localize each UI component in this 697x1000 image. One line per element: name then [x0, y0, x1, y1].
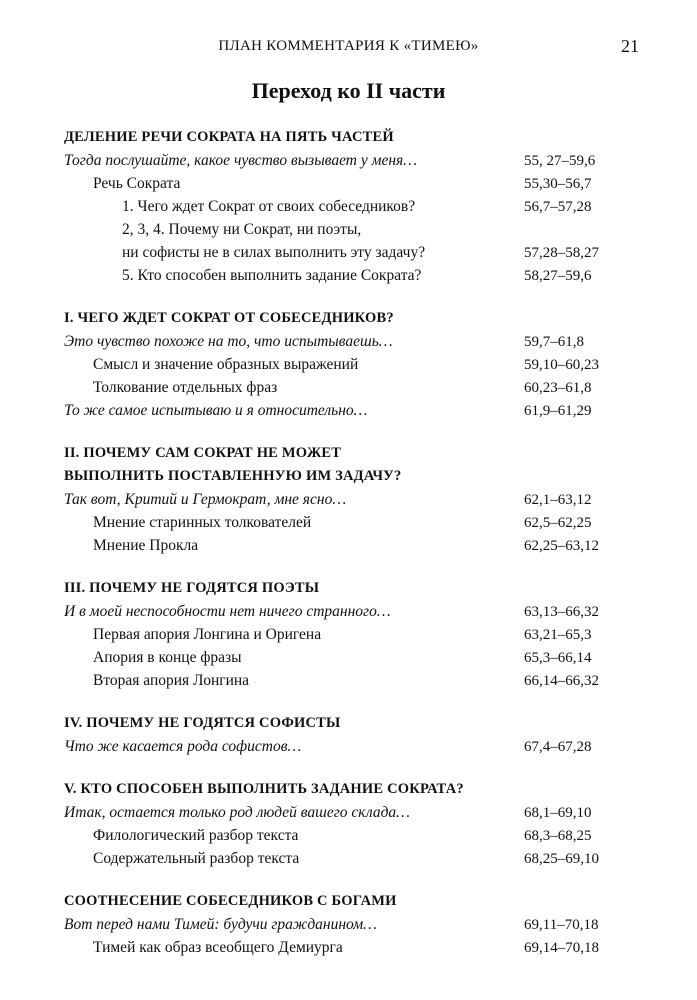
toc-entry-reference: 69,11–70,18 — [524, 917, 599, 933]
toc-entry-text: II. ПОЧЕМУ САМ СОКРАТ НЕ МОЖЕТ — [64, 445, 342, 461]
toc-entry-reference: 59,10–60,23 — [524, 357, 599, 373]
toc-entry-text: 2, 3, 4. Почему ни Сократ, ни поэты, — [122, 221, 362, 238]
toc-section-heading — [64, 126, 624, 149]
toc-group — [64, 712, 624, 758]
toc-entry-reference: 66,14–66,32 — [524, 673, 599, 689]
toc-entry-reference: 68,3–68,25 — [524, 828, 592, 844]
section-heading: Переход ко II части — [251, 78, 446, 103]
toc-entry — [64, 218, 624, 241]
toc-section-heading — [64, 577, 624, 600]
toc-entry — [64, 172, 624, 195]
toc-group — [64, 577, 624, 692]
toc-entry-text: Толкование отдельных фраз — [93, 379, 278, 396]
toc-entry-reference: 59,7–61,8 — [524, 334, 584, 350]
toc-entry-text: ДЕЛЕНИЕ РЕЧИ СОКРАТА НА ПЯТЬ ЧАСТЕЙ — [64, 129, 394, 145]
toc-entry-reference: 55,30–56,7 — [524, 176, 592, 192]
toc-entry — [64, 534, 624, 557]
toc-entry — [64, 149, 624, 172]
toc-entry-reference: 65,3–66,14 — [524, 650, 592, 666]
toc-entry-reference: 67,4–67,28 — [524, 739, 592, 755]
toc-entry-text: То же самое испытываю и я относительно… — [64, 402, 368, 419]
toc-entry-text: Что же касается рода софистов… — [64, 738, 302, 755]
toc-section-heading — [64, 465, 624, 488]
toc-group — [64, 126, 624, 287]
toc-entry-reference: 58,27–59,6 — [524, 268, 592, 284]
toc-entry — [64, 735, 624, 758]
toc-entry-text: Апория в конце фразы — [93, 649, 242, 666]
toc-entry-text: СООТНЕСЕНИЕ СОБЕСЕДНИКОВ С БОГАМИ — [64, 893, 397, 909]
toc-entry-text: Мнение Прокла — [93, 537, 199, 554]
toc-entry-text: Речь Сократа — [93, 175, 181, 192]
toc-entry — [64, 330, 624, 353]
toc-entry-reference: 57,28–58,27 — [524, 245, 599, 261]
toc-entry — [64, 936, 624, 959]
toc-entry-reference: 69,14–70,18 — [524, 940, 599, 956]
toc-section-heading — [64, 442, 624, 465]
toc-entry-text: IV. ПОЧЕМУ НЕ ГОДЯТСЯ СОФИСТЫ — [64, 715, 341, 731]
toc-entry-text: Вторая апория Лонгина — [93, 672, 250, 689]
toc-entry — [64, 623, 624, 646]
table-of-contents — [64, 126, 624, 979]
toc-entry-text: Филологический разбор текста — [93, 827, 299, 844]
toc-entry-text: Мнение старинных толкователей — [93, 514, 312, 531]
toc-group — [64, 778, 624, 870]
toc-entry-text: ни софисты не в силах выполнить эту задачу? — [122, 244, 426, 261]
toc-entry-text: Вот перед нами Тимей: будучи гражданином… — [64, 916, 377, 933]
toc-section-heading — [64, 890, 624, 913]
toc-entry — [64, 669, 624, 692]
toc-entry-text: I. ЧЕГО ЖДЕТ СОКРАТ ОТ СОБЕСЕДНИКОВ? — [64, 310, 394, 326]
toc-entry-text: Тогда послушайте, какое чувство вызывает у меня… — [64, 152, 418, 169]
toc-entry — [64, 241, 624, 264]
toc-entry-reference: 55, 27–59,6 — [524, 153, 596, 169]
toc-entry — [64, 353, 624, 376]
toc-entry-reference: 56,7–57,28 — [524, 199, 592, 215]
toc-entry-text: Тимей как образ всеобщего Демиурга — [93, 939, 343, 956]
toc-entry — [64, 195, 624, 218]
toc-entry-text: Это чувство похоже на то, что испытываешь… — [64, 333, 393, 350]
toc-entry — [64, 847, 624, 870]
toc-entry-text: И в моей неспособности нет ничего странного… — [64, 603, 391, 620]
toc-group — [64, 307, 624, 422]
toc-entry-reference: 60,23–61,8 — [524, 380, 592, 396]
toc-entry-text: ВЫПОЛНИТЬ ПОСТАВЛЕННУЮ ИМ ЗАДАЧУ? — [64, 468, 402, 484]
toc-entry-reference: 62,1–63,12 — [524, 492, 592, 508]
toc-entry-reference: 68,25–69,10 — [524, 851, 599, 867]
toc-entry-reference: 61,9–61,29 — [524, 403, 592, 419]
toc-entry-text: III. ПОЧЕМУ НЕ ГОДЯТСЯ ПОЭТЫ — [64, 580, 320, 596]
toc-entry-reference: 62,25–63,12 — [524, 538, 599, 554]
toc-group — [64, 890, 624, 959]
toc-entry — [64, 376, 624, 399]
toc-entry-text: Содержательный разбор текста — [93, 850, 300, 867]
running-head: ПЛАН КОММЕНТАРИЯ К «ТИМЕЮ» — [218, 38, 479, 54]
toc-entry-text: Итак, остается только род людей вашего склада… — [64, 804, 410, 821]
toc-entry-reference: 63,21–65,3 — [524, 627, 592, 643]
toc-entry-text: V. КТО СПОСОБЕН ВЫПОЛНИТЬ ЗАДАНИЕ СОКРАТА? — [64, 781, 464, 797]
toc-entry — [64, 600, 624, 623]
toc-section-heading — [64, 712, 624, 735]
toc-section-heading — [64, 307, 624, 330]
toc-entry — [64, 488, 624, 511]
toc-entry — [64, 264, 624, 287]
toc-entry-text: 1. Чего ждет Сократ от своих собеседников? — [122, 198, 416, 215]
toc-entry-text: Так вот, Критий и Гермократ, мне ясно… — [64, 491, 347, 508]
toc-entry-text: Первая апория Лонгина и Оригена — [93, 626, 322, 643]
toc-section-heading — [64, 778, 624, 801]
toc-entry — [64, 913, 624, 936]
toc-entry-text: Смысл и значение образных выражений — [93, 356, 359, 373]
toc-entry-reference: 63,13–66,32 — [524, 604, 599, 620]
toc-entry-reference: 62,5–62,25 — [524, 515, 592, 531]
page-number: 21 — [621, 36, 639, 56]
toc-entry — [64, 511, 624, 534]
toc-group — [64, 442, 624, 557]
toc-entry-text: 5. Кто способен выполнить задание Сократа? — [122, 267, 422, 284]
toc-entry — [64, 399, 624, 422]
toc-entry — [64, 801, 624, 824]
toc-entry-reference: 68,1–69,10 — [524, 805, 592, 821]
toc-entry — [64, 646, 624, 669]
toc-entry — [64, 824, 624, 847]
